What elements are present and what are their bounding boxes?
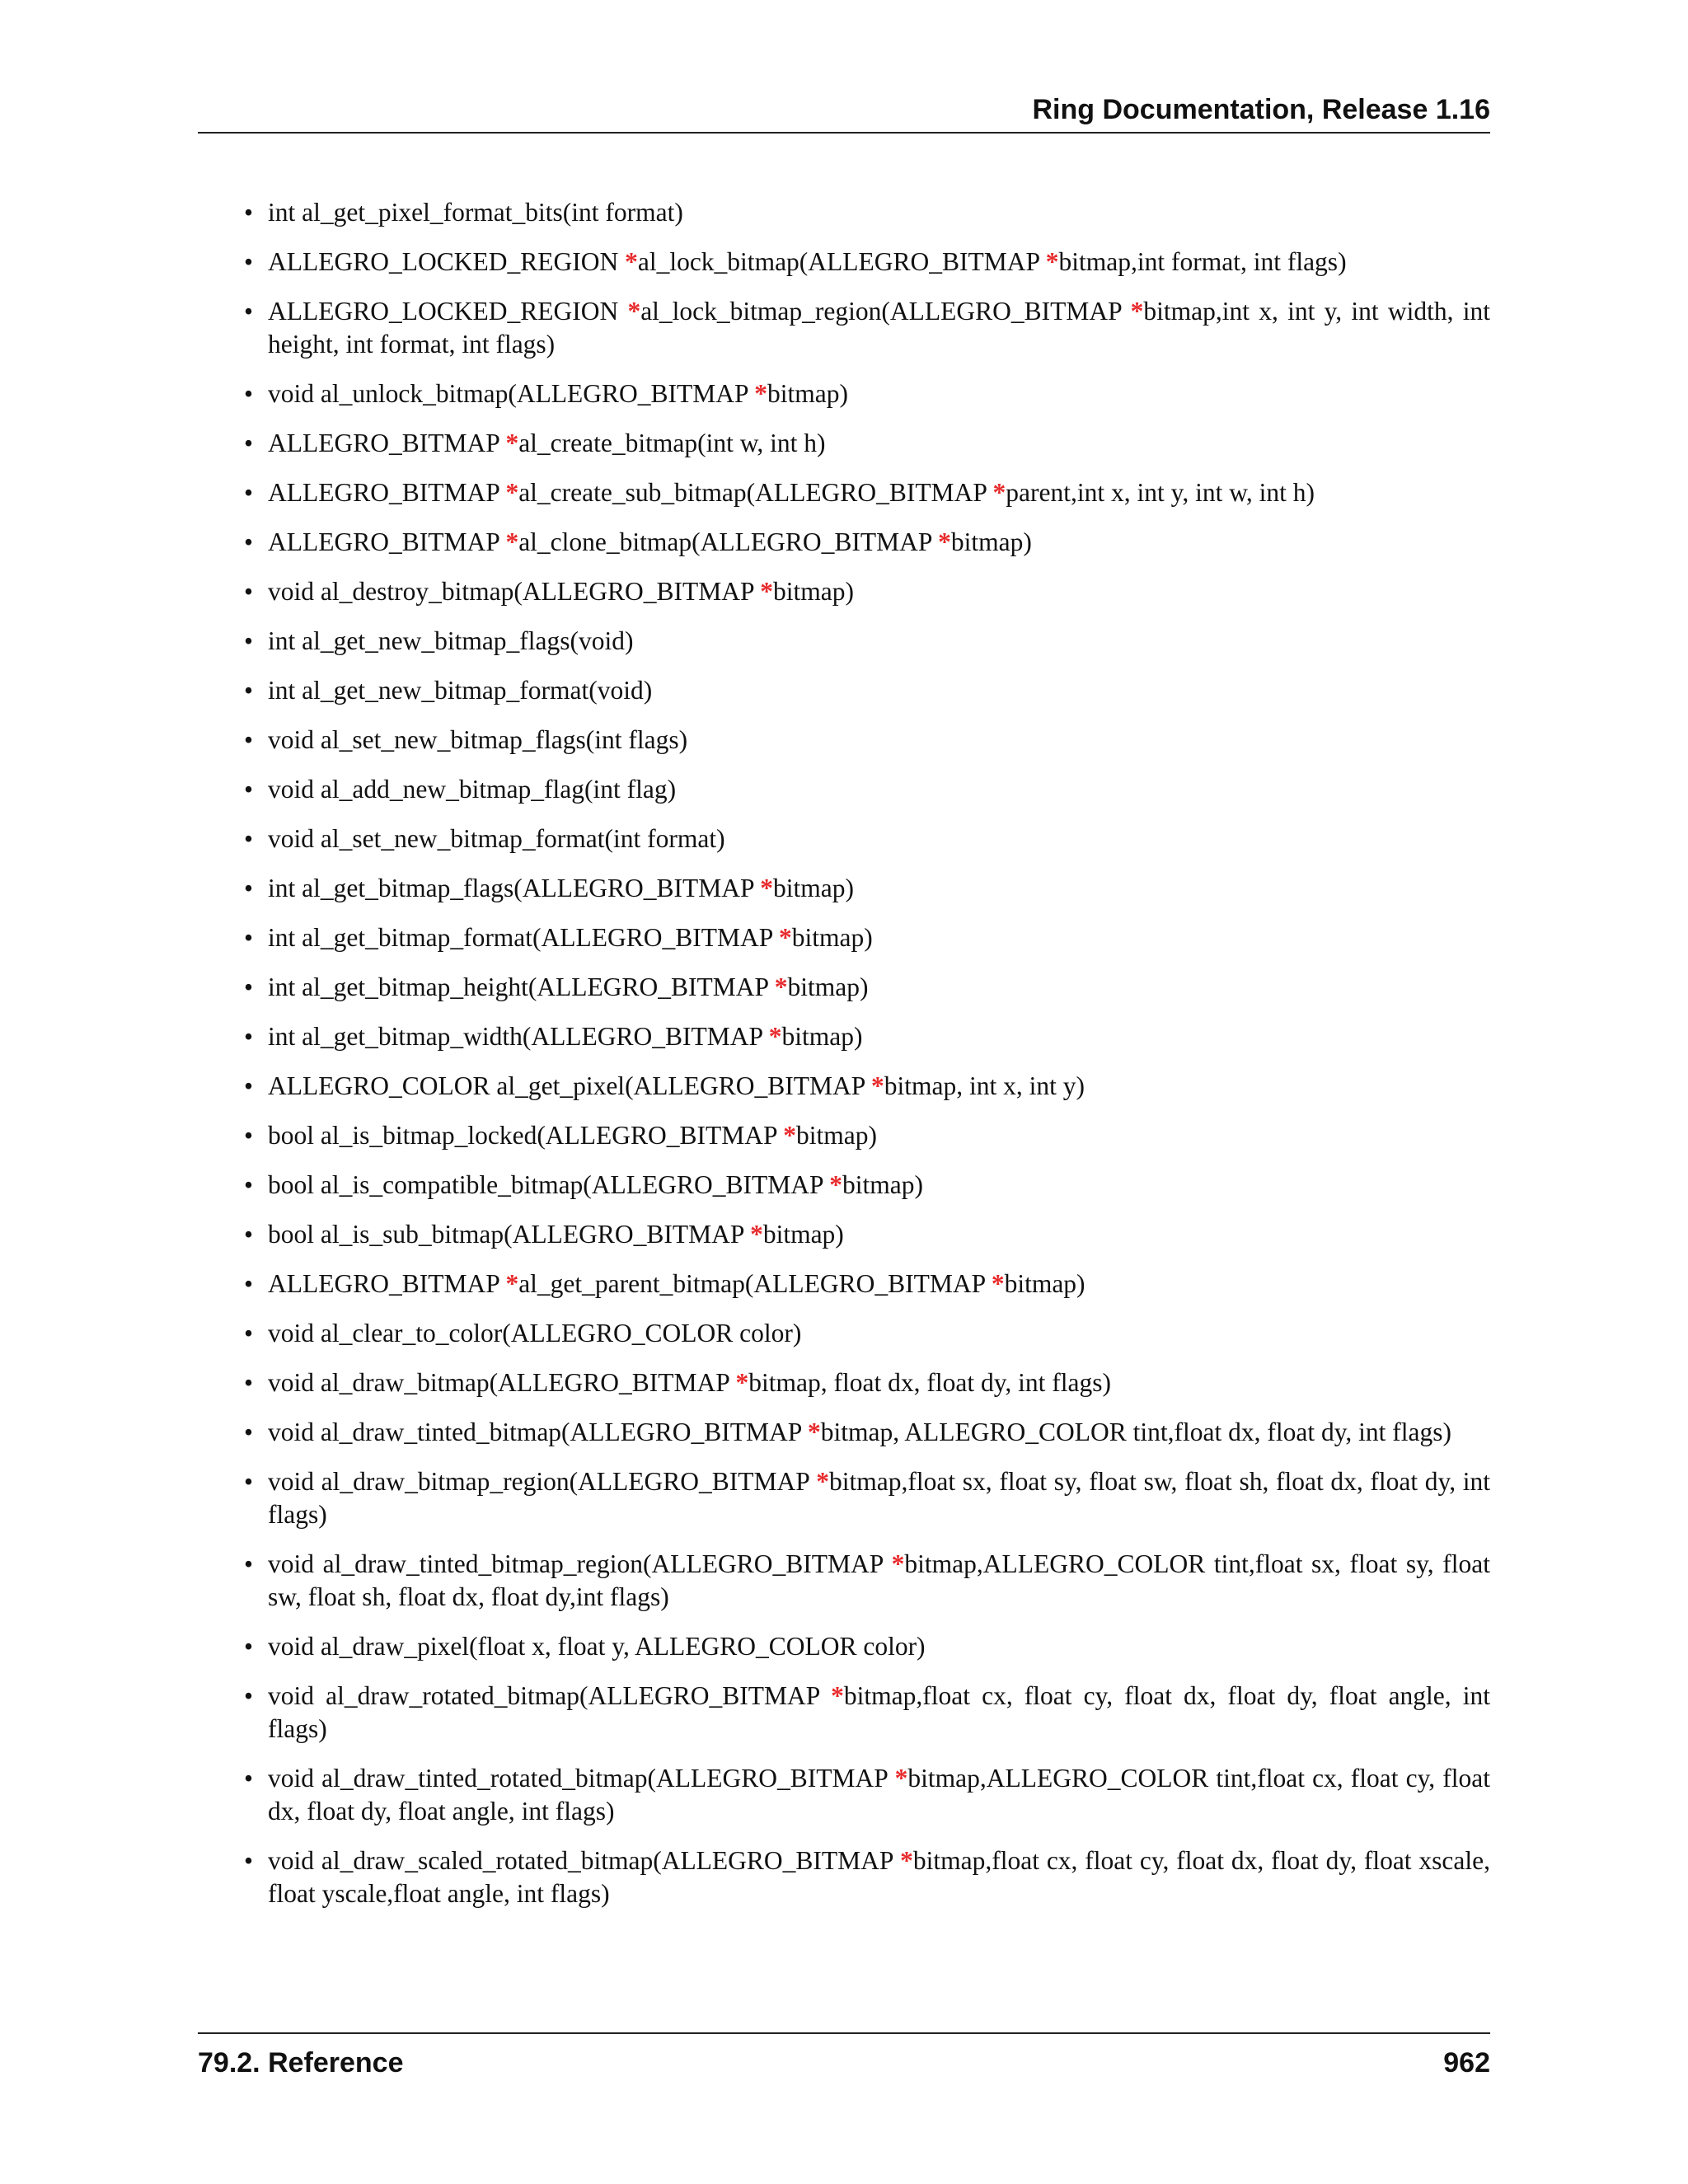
bullet-icon: • (244, 527, 254, 556)
pointer-star: * (816, 1467, 830, 1496)
signature-item (198, 526, 1490, 559)
signature-item (198, 921, 1490, 954)
signature-text: int al_get_pixel_format_bits(int format) (268, 198, 683, 227)
pointer-star: * (992, 478, 1006, 507)
signature-item (198, 1317, 1490, 1350)
signature-text: ALLEGRO_BITMAP (268, 1269, 506, 1298)
signature-text: void al_draw_rotated_bitmap(ALLEGRO_BITMAP (268, 1681, 832, 1710)
bullet-icon: • (244, 1418, 254, 1446)
pointer-star: * (505, 429, 519, 457)
bullet-icon: • (244, 1220, 254, 1249)
pointer-star: * (783, 1121, 797, 1150)
signature-text: ALLEGRO_BITMAP (268, 478, 506, 507)
bullet-icon: • (244, 626, 254, 655)
signature-text: void al_draw_bitmap_region(ALLEGRO_BITMAP (268, 1467, 817, 1496)
bullet-icon: • (244, 198, 254, 227)
signature-text: int al_get_bitmap_flags(ALLEGRO_BITMAP (268, 874, 761, 902)
signature-text: al_get_parent_bitmap(ALLEGRO_BITMAP (518, 1269, 992, 1298)
pointer-star: * (891, 1549, 905, 1578)
pointer-star: * (1045, 247, 1059, 276)
signature-item (198, 1844, 1490, 1910)
signature-item (198, 1548, 1490, 1614)
pointer-star: * (900, 1846, 913, 1875)
signature-item (198, 1268, 1490, 1301)
signature-text: void al_set_new_bitmap_format(int format) (268, 824, 725, 853)
pointer-star: * (505, 1269, 519, 1298)
bullet-icon: • (244, 577, 254, 606)
signature-item (198, 196, 1490, 229)
signature-text: bitmap) (781, 1022, 863, 1051)
bullet-icon: • (244, 1467, 254, 1496)
pointer-star: * (760, 874, 774, 902)
signature-text: al_create_sub_bitmap(ALLEGRO_BITMAP (518, 478, 993, 507)
signature-item (198, 724, 1490, 757)
bullet-icon: • (244, 1549, 254, 1578)
bullet-icon: • (244, 972, 254, 1001)
signature-text: bitmap) (787, 972, 869, 1001)
signature-item (198, 1169, 1490, 1202)
signature-text: void al_clear_to_color(ALLEGRO_COLOR color) (268, 1319, 802, 1347)
signature-text: void al_draw_tinted_bitmap(ALLEGRO_BITMAP (268, 1418, 808, 1446)
signature-text: bool al_is_bitmap_locked(ALLEGRO_BITMAP (268, 1121, 784, 1150)
signature-text: al_create_bitmap(int w, int h) (518, 429, 826, 457)
signature-item (198, 872, 1490, 905)
signature-text: void al_draw_tinted_bitmap_region(ALLEGRO_BITMAP (268, 1549, 892, 1578)
signature-text: bitmap,float cx, float cy, float dx, float dy, float angle, int flags) (268, 1681, 1491, 1743)
signature-item (198, 575, 1490, 608)
signature-item (198, 427, 1490, 460)
bullet-icon: • (244, 874, 254, 902)
pointer-star: * (768, 1022, 782, 1051)
signature-item (198, 1218, 1490, 1251)
signature-item (198, 377, 1490, 410)
bullet-icon: • (244, 923, 254, 952)
signature-text: bitmap) (796, 1121, 877, 1150)
signature-item (198, 1680, 1490, 1746)
bullet-icon: • (244, 725, 254, 754)
bullet-icon: • (244, 1319, 254, 1347)
signature-text: al_clone_bitmap(ALLEGRO_BITMAP (518, 527, 939, 556)
pointer-star: * (750, 1220, 763, 1249)
page-content (198, 196, 1490, 1927)
bullet-icon: • (244, 1846, 254, 1875)
pointer-star: * (627, 297, 641, 326)
signature-text: al_lock_bitmap(ALLEGRO_BITMAP (637, 247, 1046, 276)
bullet-icon: • (244, 775, 254, 804)
signature-text: int al_get_bitmap_format(ALLEGRO_BITMAP (268, 923, 779, 952)
page-number: 962 (1443, 2047, 1490, 2079)
pointer-star: * (760, 577, 774, 606)
signature-text: bitmap) (1004, 1269, 1085, 1298)
signature-text: bitmap) (791, 923, 873, 952)
signature-item (198, 674, 1490, 707)
signature-text: void al_add_new_bitmap_flag(int flag) (268, 775, 677, 804)
signature-text: void al_draw_scaled_rotated_bitmap(ALLEGRO_BITMAP (268, 1846, 901, 1875)
signature-text: ALLEGRO_BITMAP (268, 429, 506, 457)
signature-text: ALLEGRO_COLOR al_get_pixel(ALLEGRO_BITMAP (268, 1071, 872, 1100)
signature-text: int al_get_new_bitmap_format(void) (268, 676, 653, 705)
signature-item (198, 295, 1490, 361)
pointer-star: * (1130, 297, 1144, 326)
signature-text: void al_set_new_bitmap_flags(int flags) (268, 725, 688, 754)
signature-text: bitmap) (773, 874, 854, 902)
bullet-icon: • (244, 1269, 254, 1298)
bullet-icon: • (244, 1022, 254, 1051)
signature-text: bitmap, ALLEGRO_COLOR tint,float dx, float dy, int flags) (820, 1418, 1451, 1446)
signature-item (198, 1119, 1490, 1152)
signature-text: ALLEGRO_LOCKED_REGION (268, 247, 626, 276)
bullet-icon: • (244, 824, 254, 853)
signature-text: void al_draw_tinted_rotated_bitmap(ALLEGRO_BITMAP (268, 1764, 895, 1793)
bullet-icon: • (244, 1170, 254, 1199)
pointer-star: * (774, 972, 788, 1001)
signature-text: void al_destroy_bitmap(ALLEGRO_BITMAP (268, 577, 761, 606)
signature-text: int al_get_new_bitmap_flags(void) (268, 626, 634, 655)
pointer-star: * (625, 247, 638, 276)
bullet-icon: • (244, 379, 254, 408)
signature-text: bitmap) (773, 577, 855, 606)
pointer-star: * (829, 1170, 842, 1199)
signature-item (198, 971, 1490, 1004)
signature-item (198, 625, 1490, 658)
signature-text: bitmap, float dx, float dy, int flags) (748, 1368, 1112, 1397)
pointer-star: * (754, 379, 768, 408)
signature-text: int al_get_bitmap_width(ALLEGRO_BITMAP (268, 1022, 769, 1051)
bullet-icon: • (244, 1764, 254, 1793)
signature-item (198, 1630, 1490, 1663)
bullet-icon: • (244, 1121, 254, 1150)
page-header (198, 91, 1490, 134)
signature-text: bitmap, int x, int y) (884, 1071, 1085, 1100)
function-signature-list (198, 196, 1490, 1910)
signature-item (198, 1070, 1490, 1103)
signature-item (198, 476, 1490, 509)
pointer-star: * (505, 527, 519, 556)
signature-text: bitmap) (842, 1170, 923, 1199)
page-footer (198, 2032, 1490, 2079)
signature-item (198, 773, 1490, 806)
pointer-star: * (779, 923, 792, 952)
bullet-icon: • (244, 1632, 254, 1661)
signature-item (198, 1465, 1490, 1531)
bullet-icon: • (244, 1368, 254, 1397)
signature-item (198, 823, 1490, 855)
signature-text: void al_draw_pixel(float x, float y, ALLEGRO_COLOR color) (268, 1632, 926, 1661)
pointer-star: * (831, 1681, 844, 1710)
signature-item (198, 246, 1490, 279)
signature-text: bitmap) (950, 527, 1032, 556)
signature-text: parent,int x, int y, int w, int h) (1006, 478, 1315, 507)
pointer-star: * (938, 527, 951, 556)
signature-text: bitmap,float cx, float cy, float dx, float dy, float xscale, float yscale,float angle, int flags) (268, 1846, 1490, 1908)
signature-text: bitmap,ALLEGRO_COLOR tint,float cx, float cy, float dx, float dy, float angle, int flags) (268, 1764, 1490, 1825)
document-title: Ring Documentation, Release 1.16 (1032, 94, 1490, 125)
pointer-star: * (735, 1368, 749, 1397)
pointer-star: * (505, 478, 519, 507)
signature-text: bitmap,int format, int flags) (1058, 247, 1347, 276)
signature-text: void al_draw_bitmap(ALLEGRO_BITMAP (268, 1368, 736, 1397)
signature-text: bitmap,float sx, float sy, float sw, float sh, float dx, float dy, int flags) (268, 1467, 1491, 1529)
signature-item (198, 1020, 1490, 1053)
signature-text: bitmap,ALLEGRO_COLOR tint,float sx, float sy, float sw, float sh, float dx, float dy,int flags) (268, 1549, 1490, 1611)
signature-item (198, 1762, 1490, 1828)
bullet-icon: • (244, 478, 254, 507)
section-label: 79.2. Reference (198, 2047, 404, 2079)
bullet-icon: • (244, 297, 254, 326)
signature-text: ALLEGRO_LOCKED_REGION (268, 297, 628, 326)
bullet-icon: • (244, 247, 254, 276)
pointer-star: * (808, 1418, 821, 1446)
signature-text: bitmap) (762, 1220, 844, 1249)
signature-text: bool al_is_sub_bitmap(ALLEGRO_BITMAP (268, 1220, 751, 1249)
signature-text: void al_unlock_bitmap(ALLEGRO_BITMAP (268, 379, 755, 408)
signature-text: int al_get_bitmap_height(ALLEGRO_BITMAP (268, 972, 775, 1001)
bullet-icon: • (244, 676, 254, 705)
signature-item (198, 1416, 1490, 1449)
bullet-icon: • (244, 429, 254, 457)
signature-item (198, 1366, 1490, 1399)
pointer-star: * (991, 1269, 1005, 1298)
signature-text: bitmap) (767, 379, 849, 408)
pointer-star: * (894, 1764, 908, 1793)
signature-text: al_lock_bitmap_region(ALLEGRO_BITMAP (640, 297, 1131, 326)
pointer-star: * (871, 1071, 884, 1100)
bullet-icon: • (244, 1681, 254, 1710)
signature-text: ALLEGRO_BITMAP (268, 527, 506, 556)
signature-text: bitmap,int x, int y, int width, int height, int format, int flags) (268, 297, 1490, 359)
signature-text: bool al_is_compatible_bitmap(ALLEGRO_BITMAP (268, 1170, 830, 1199)
bullet-icon: • (244, 1071, 254, 1100)
